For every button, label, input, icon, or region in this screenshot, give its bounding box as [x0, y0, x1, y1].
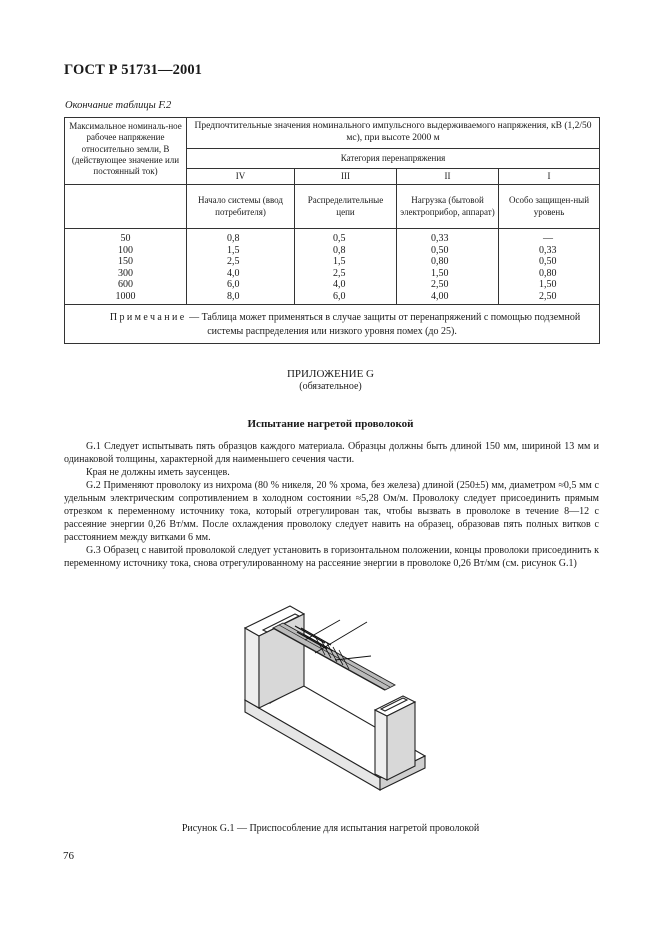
table-cell: 0,50	[499, 256, 600, 268]
table-caption: Окончание таблицы F.2	[65, 100, 172, 111]
table-row	[65, 279, 600, 291]
table-cell: 300	[65, 268, 187, 280]
paragraph: G.3 Образец с навитой проволокой следует установить в горизонтальном положении, концы проволоки присоединить к переменному источнику тока, снова отрегулированному на рассеяние энергии в проволоке 0,26 Вт/мм (см. рисунок G.1)	[64, 545, 599, 569]
test-fixture-figure	[235, 598, 435, 798]
table-cell: 4,0	[187, 268, 295, 280]
table-cell: 0,50	[397, 245, 499, 257]
appendix-title: ПРИЛОЖЕНИЕ G	[286, 368, 374, 380]
table-cell: —	[499, 229, 600, 245]
category-desc: Особо защищен-ный уровень	[499, 185, 600, 229]
table-cell: 0,5	[295, 229, 397, 245]
table-cell: 600	[65, 279, 187, 291]
category-roman: IV	[187, 169, 295, 185]
table-cell: 1,5	[295, 256, 397, 268]
table-cell: 4,00	[397, 291, 499, 305]
category-desc: Нагрузка (бытовой электроприбор, аппарат)	[397, 185, 499, 229]
category-roman: I	[499, 169, 600, 185]
table-cell: 0,80	[499, 268, 600, 280]
table-cell: 0,33	[499, 245, 600, 257]
table-cell: 8,0	[187, 291, 295, 305]
category-desc: Распределительные цепи	[295, 185, 397, 229]
category-desc: Начало системы (ввод потребителя)	[187, 185, 295, 229]
col1-header: Максимальное номиналь-ное рабочее напряжение относительно земли, В (действующее значение или постоянный ток)	[65, 118, 187, 185]
table-cell: 150	[65, 256, 187, 268]
appendix-subtitle: (обязательное)	[299, 381, 362, 392]
table-row	[65, 245, 600, 257]
group-header: Предпочтительные значения номинального импульсного выдерживаемого напряжения, кВ (1,2/50 мс), при высоте 2000 м	[187, 118, 600, 149]
table-cell: 2,5	[295, 268, 397, 280]
col1-spacer	[65, 185, 187, 229]
figure-caption: Рисунок G.1 — Приспособление для испытания нагретой проволокой	[181, 823, 480, 834]
table-cell: 6,0	[295, 291, 397, 305]
paragraph: G.1 Следует испытывать пять образцов каждого материала. Образцы должны быть длиной 150 мм, шириной 13 мм и одинаковой толщины, характерной для наименьшего сечения части.	[64, 441, 599, 465]
section-title: Испытание нагретой проволокой	[247, 418, 414, 430]
document-header: ГОСТ Р 51731—2001	[64, 62, 203, 78]
category-header: Категория перенапряжения	[187, 148, 600, 168]
table-cell: 2,5	[187, 256, 295, 268]
table-row	[65, 229, 600, 245]
table-cell: 0,8	[187, 229, 295, 245]
table-cell: 0,33	[397, 229, 499, 245]
body-text	[64, 440, 599, 570]
voltage-table	[64, 117, 600, 344]
paragraph: G.2 Применяют проволоку из нихрома (80 % никеля, 20 % хрома, без железа) длиной (250±5) мм, диаметром ≈0,5 мм с удельным электрическим сопротивлением в холодном состоянии ≈5,28 Ом/м. Проволоку следует присоединить прямым отрезком к переменному источнику тока, который отрегулирован так, чтобы вызвать в проволоке в течение 8—12 с рассеяние энергии 0,26 Вт/мм. После охлаждения проволоку следует навить на образец, образовав пять полных витков с расстоянием между витками 6 мм.	[64, 480, 599, 543]
table-cell: 6,0	[187, 279, 295, 291]
table-cell: 100	[65, 245, 187, 257]
category-roman: III	[295, 169, 397, 185]
table-row	[65, 291, 600, 305]
note-label: Примечание	[109, 312, 187, 323]
page-number: 76	[63, 850, 74, 862]
table-cell: 50	[65, 229, 187, 245]
paragraph: Края не должны иметь заусенцев.	[86, 467, 230, 478]
table-row	[65, 256, 600, 268]
table-cell: 1,50	[499, 279, 600, 291]
table-row	[65, 268, 600, 280]
table-cell: 0,8	[295, 245, 397, 257]
table-note	[65, 305, 600, 344]
table-cell: 2,50	[499, 291, 600, 305]
table-cell: 4,0	[295, 279, 397, 291]
table-cell: 1,50	[397, 268, 499, 280]
table-cell: 2,50	[397, 279, 499, 291]
category-roman: II	[397, 169, 499, 185]
table-cell: 1000	[65, 291, 187, 305]
table-cell: 0,80	[397, 256, 499, 268]
note-text: — Таблица может применяться в случае защиты от перенапряжений с помощью подземной системы распределения или низкого уровня помех (до 25).	[186, 312, 581, 337]
table-cell: 1,5	[187, 245, 295, 257]
